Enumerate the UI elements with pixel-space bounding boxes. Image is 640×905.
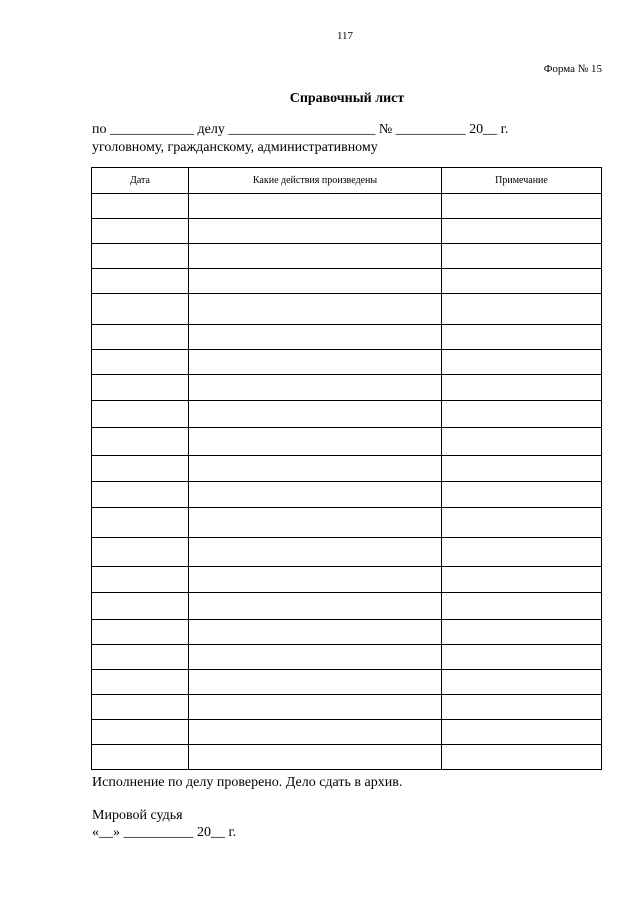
cell-actions — [189, 482, 442, 508]
cell-date — [92, 269, 189, 294]
table-row — [92, 194, 602, 219]
cell-date — [92, 620, 189, 645]
table-row — [92, 219, 602, 244]
cell-date — [92, 456, 189, 482]
cell-actions — [189, 695, 442, 720]
cell-date — [92, 745, 189, 770]
table-row — [92, 620, 602, 645]
verification-note: Исполнение по делу проверено. Дело сдать в архив. — [92, 775, 403, 790]
cell-note — [442, 244, 602, 269]
table-row — [92, 695, 602, 720]
cell-note — [442, 720, 602, 745]
case-line-1: по ____________ делу _____________________ № __________ 20__ г. — [92, 122, 509, 137]
header-actions: Какие действия произведены — [189, 168, 442, 194]
cell-actions — [189, 538, 442, 567]
cell-actions — [189, 219, 442, 244]
cell-note — [442, 670, 602, 695]
header-date: Дата — [92, 168, 189, 194]
header-note: Примечание — [442, 168, 602, 194]
cell-date — [92, 720, 189, 745]
table-row — [92, 244, 602, 269]
cell-actions — [189, 294, 442, 325]
table-row — [92, 482, 602, 508]
cell-actions — [189, 567, 442, 593]
cell-date — [92, 670, 189, 695]
table-row — [92, 428, 602, 456]
cell-note — [442, 325, 602, 350]
cell-note — [442, 194, 602, 219]
cell-note — [442, 428, 602, 456]
table-row — [92, 456, 602, 482]
reference-log-table — [91, 167, 602, 770]
table-row — [92, 720, 602, 745]
cell-actions — [189, 745, 442, 770]
cell-actions — [189, 593, 442, 620]
cell-date — [92, 538, 189, 567]
cell-actions — [189, 620, 442, 645]
cell-note — [442, 593, 602, 620]
table-row — [92, 294, 602, 325]
form-label: Форма № 15 — [543, 63, 602, 75]
case-line-2: уголовному, гражданскому, административному — [92, 140, 378, 155]
table-body — [92, 194, 602, 770]
signer-title: Мировой судья — [92, 808, 183, 823]
cell-actions — [189, 428, 442, 456]
cell-note — [442, 294, 602, 325]
cell-note — [442, 620, 602, 645]
cell-date — [92, 593, 189, 620]
table-row — [92, 325, 602, 350]
cell-note — [442, 695, 602, 720]
signature-date-line: «__» __________ 20__ г. — [92, 825, 237, 840]
cell-note — [442, 508, 602, 538]
cell-date — [92, 567, 189, 593]
cell-date — [92, 325, 189, 350]
cell-date — [92, 244, 189, 269]
cell-note — [442, 482, 602, 508]
table-row — [92, 593, 602, 620]
cell-actions — [189, 456, 442, 482]
cell-actions — [189, 645, 442, 670]
cell-note — [442, 538, 602, 567]
cell-date — [92, 401, 189, 428]
cell-actions — [189, 670, 442, 695]
table-row — [92, 538, 602, 567]
cell-note — [442, 456, 602, 482]
cell-actions — [189, 194, 442, 219]
cell-date — [92, 508, 189, 538]
cell-actions — [189, 350, 442, 375]
cell-date — [92, 219, 189, 244]
table-header-row — [92, 168, 602, 194]
document-title: Справочный лист — [289, 91, 405, 106]
cell-date — [92, 482, 189, 508]
cell-date — [92, 194, 189, 219]
cell-date — [92, 294, 189, 325]
cell-note — [442, 219, 602, 244]
cell-date — [92, 695, 189, 720]
cell-date — [92, 350, 189, 375]
table-row — [92, 350, 602, 375]
cell-note — [442, 350, 602, 375]
table-row — [92, 375, 602, 401]
cell-actions — [189, 720, 442, 745]
table-row — [92, 567, 602, 593]
cell-actions — [189, 325, 442, 350]
table-row — [92, 670, 602, 695]
table-row — [92, 269, 602, 294]
cell-note — [442, 567, 602, 593]
table-row — [92, 745, 602, 770]
cell-note — [442, 645, 602, 670]
cell-note — [442, 401, 602, 428]
cell-actions — [189, 508, 442, 538]
table-row — [92, 508, 602, 538]
table-row — [92, 645, 602, 670]
cell-actions — [189, 244, 442, 269]
page-number: 117 — [336, 30, 354, 42]
cell-actions — [189, 269, 442, 294]
cell-note — [442, 269, 602, 294]
table-row — [92, 401, 602, 428]
cell-note — [442, 745, 602, 770]
cell-actions — [189, 375, 442, 401]
cell-actions — [189, 401, 442, 428]
cell-note — [442, 375, 602, 401]
cell-date — [92, 375, 189, 401]
cell-date — [92, 645, 189, 670]
cell-date — [92, 428, 189, 456]
